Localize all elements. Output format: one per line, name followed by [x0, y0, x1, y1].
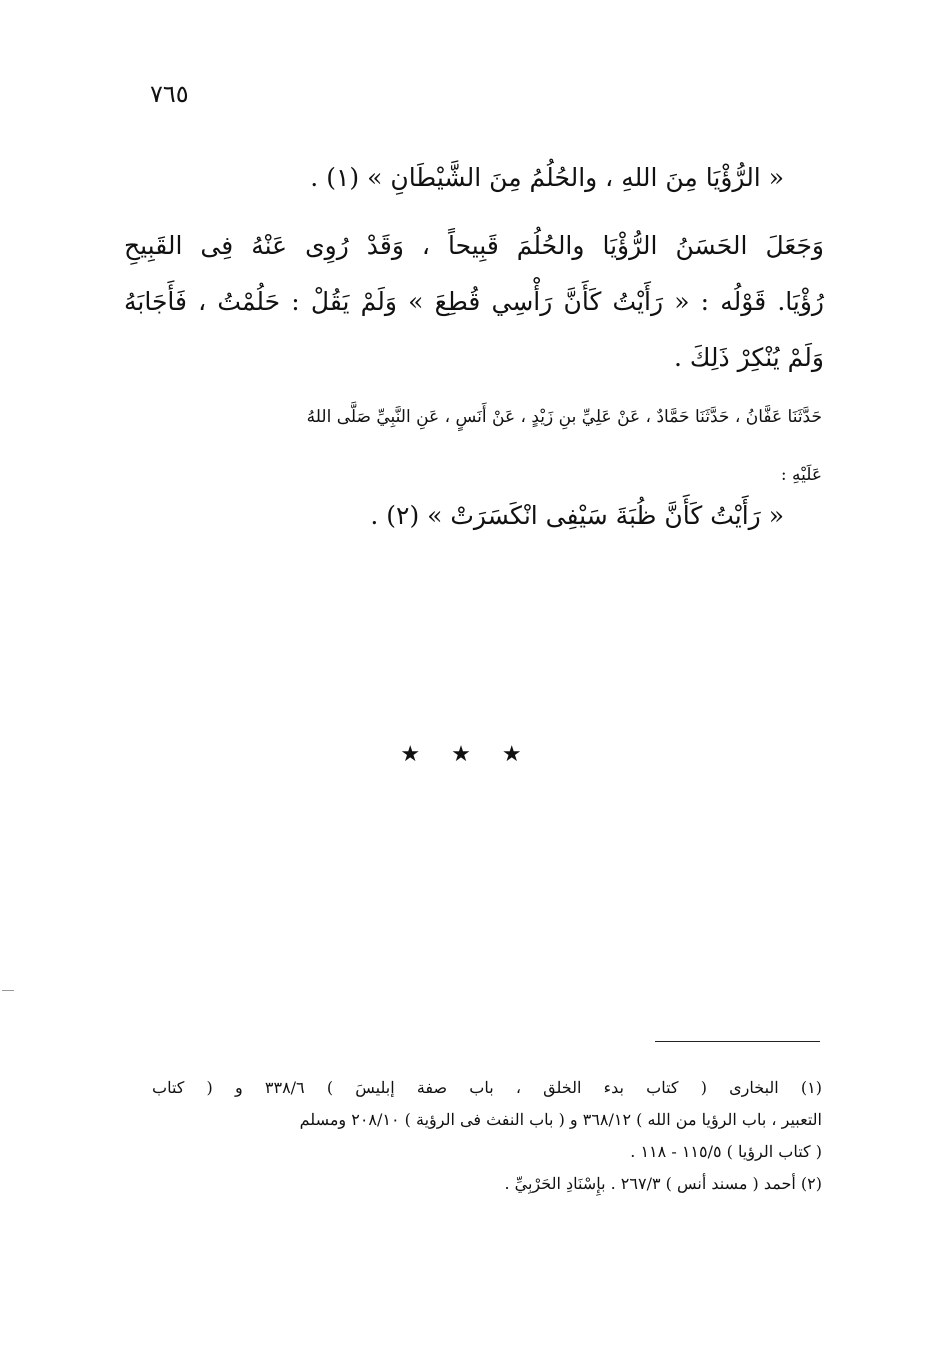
isnad-chain	[142, 388, 822, 504]
footnote-1-line: (١) البخارى ( كتاب بدء الخلق ، باب صفة إبليسَ ) ٣٣٨/٦ و ( كتاب	[152, 1078, 822, 1097]
footnotes	[152, 1072, 822, 1200]
footnote-divider	[655, 1041, 820, 1042]
paragraph-line: وَجَعَلَ الحَسَنُ الرُّؤْيَا والحُلُمَ قَبِيحاً ، وَقَدْ رُوِى عَنْهُ فِى القَبِيحِ	[124, 231, 824, 260]
main-quote: « الرُّؤْيَا مِنَ اللهِ ، والحُلُمُ مِنَ الشَّيْطَانِ » (١) .	[310, 163, 784, 192]
section-separator-stars: ★ ★ ★	[400, 742, 534, 767]
paragraph-line: وَلَمْ يُنْكِرْ ذَلِكَ .	[673, 343, 824, 372]
footnote-1-line: التعبير ، باب الرؤيا من الله ) ٣٦٨/١٢ و ( باب النفث فى الرؤية ) ٢٠٨/١٠ ومسلم	[299, 1110, 822, 1129]
page-number: ٧٦٥	[150, 80, 189, 108]
isnad-line: عَلَيْهِ :	[780, 465, 822, 485]
body-paragraph	[124, 218, 824, 386]
margin-mark	[2, 990, 14, 991]
footnote-2: (٢) أحمد ( مسند أنس ) ٢٦٧/٣ . بإِسْنَادِ الحَرْبِيِّ .	[504, 1174, 822, 1193]
paragraph-line: رُؤْيَا. قَوْلُه : « رَأَيْتُ كَأَنَّ رَأْسِي قُطِعَ » وَلَمْ يَقُلْ : حَلُمْتُ ، فَأَجَابَهُ	[124, 287, 824, 316]
isnad-line: حَدَّثَنَا عَفَّانُ ، حَدَّثَنَا حَمَّادٌ ، عَنْ عَلِيِّ بنِ زَيْدٍ ، عَنْ أَنَسٍ ، عَنِ النَّبِيِّ صَلَّى اللهُ	[306, 407, 822, 427]
footnote-1-line: ( كتاب الرؤيا ) ١١٥/٥ - ١١٨ .	[630, 1142, 822, 1161]
hadith-quote: « رَأَيْتُ كَأَنَّ ظُبَةَ سَيْفِى انْكَسَرَتْ » (٢) .	[370, 501, 784, 530]
